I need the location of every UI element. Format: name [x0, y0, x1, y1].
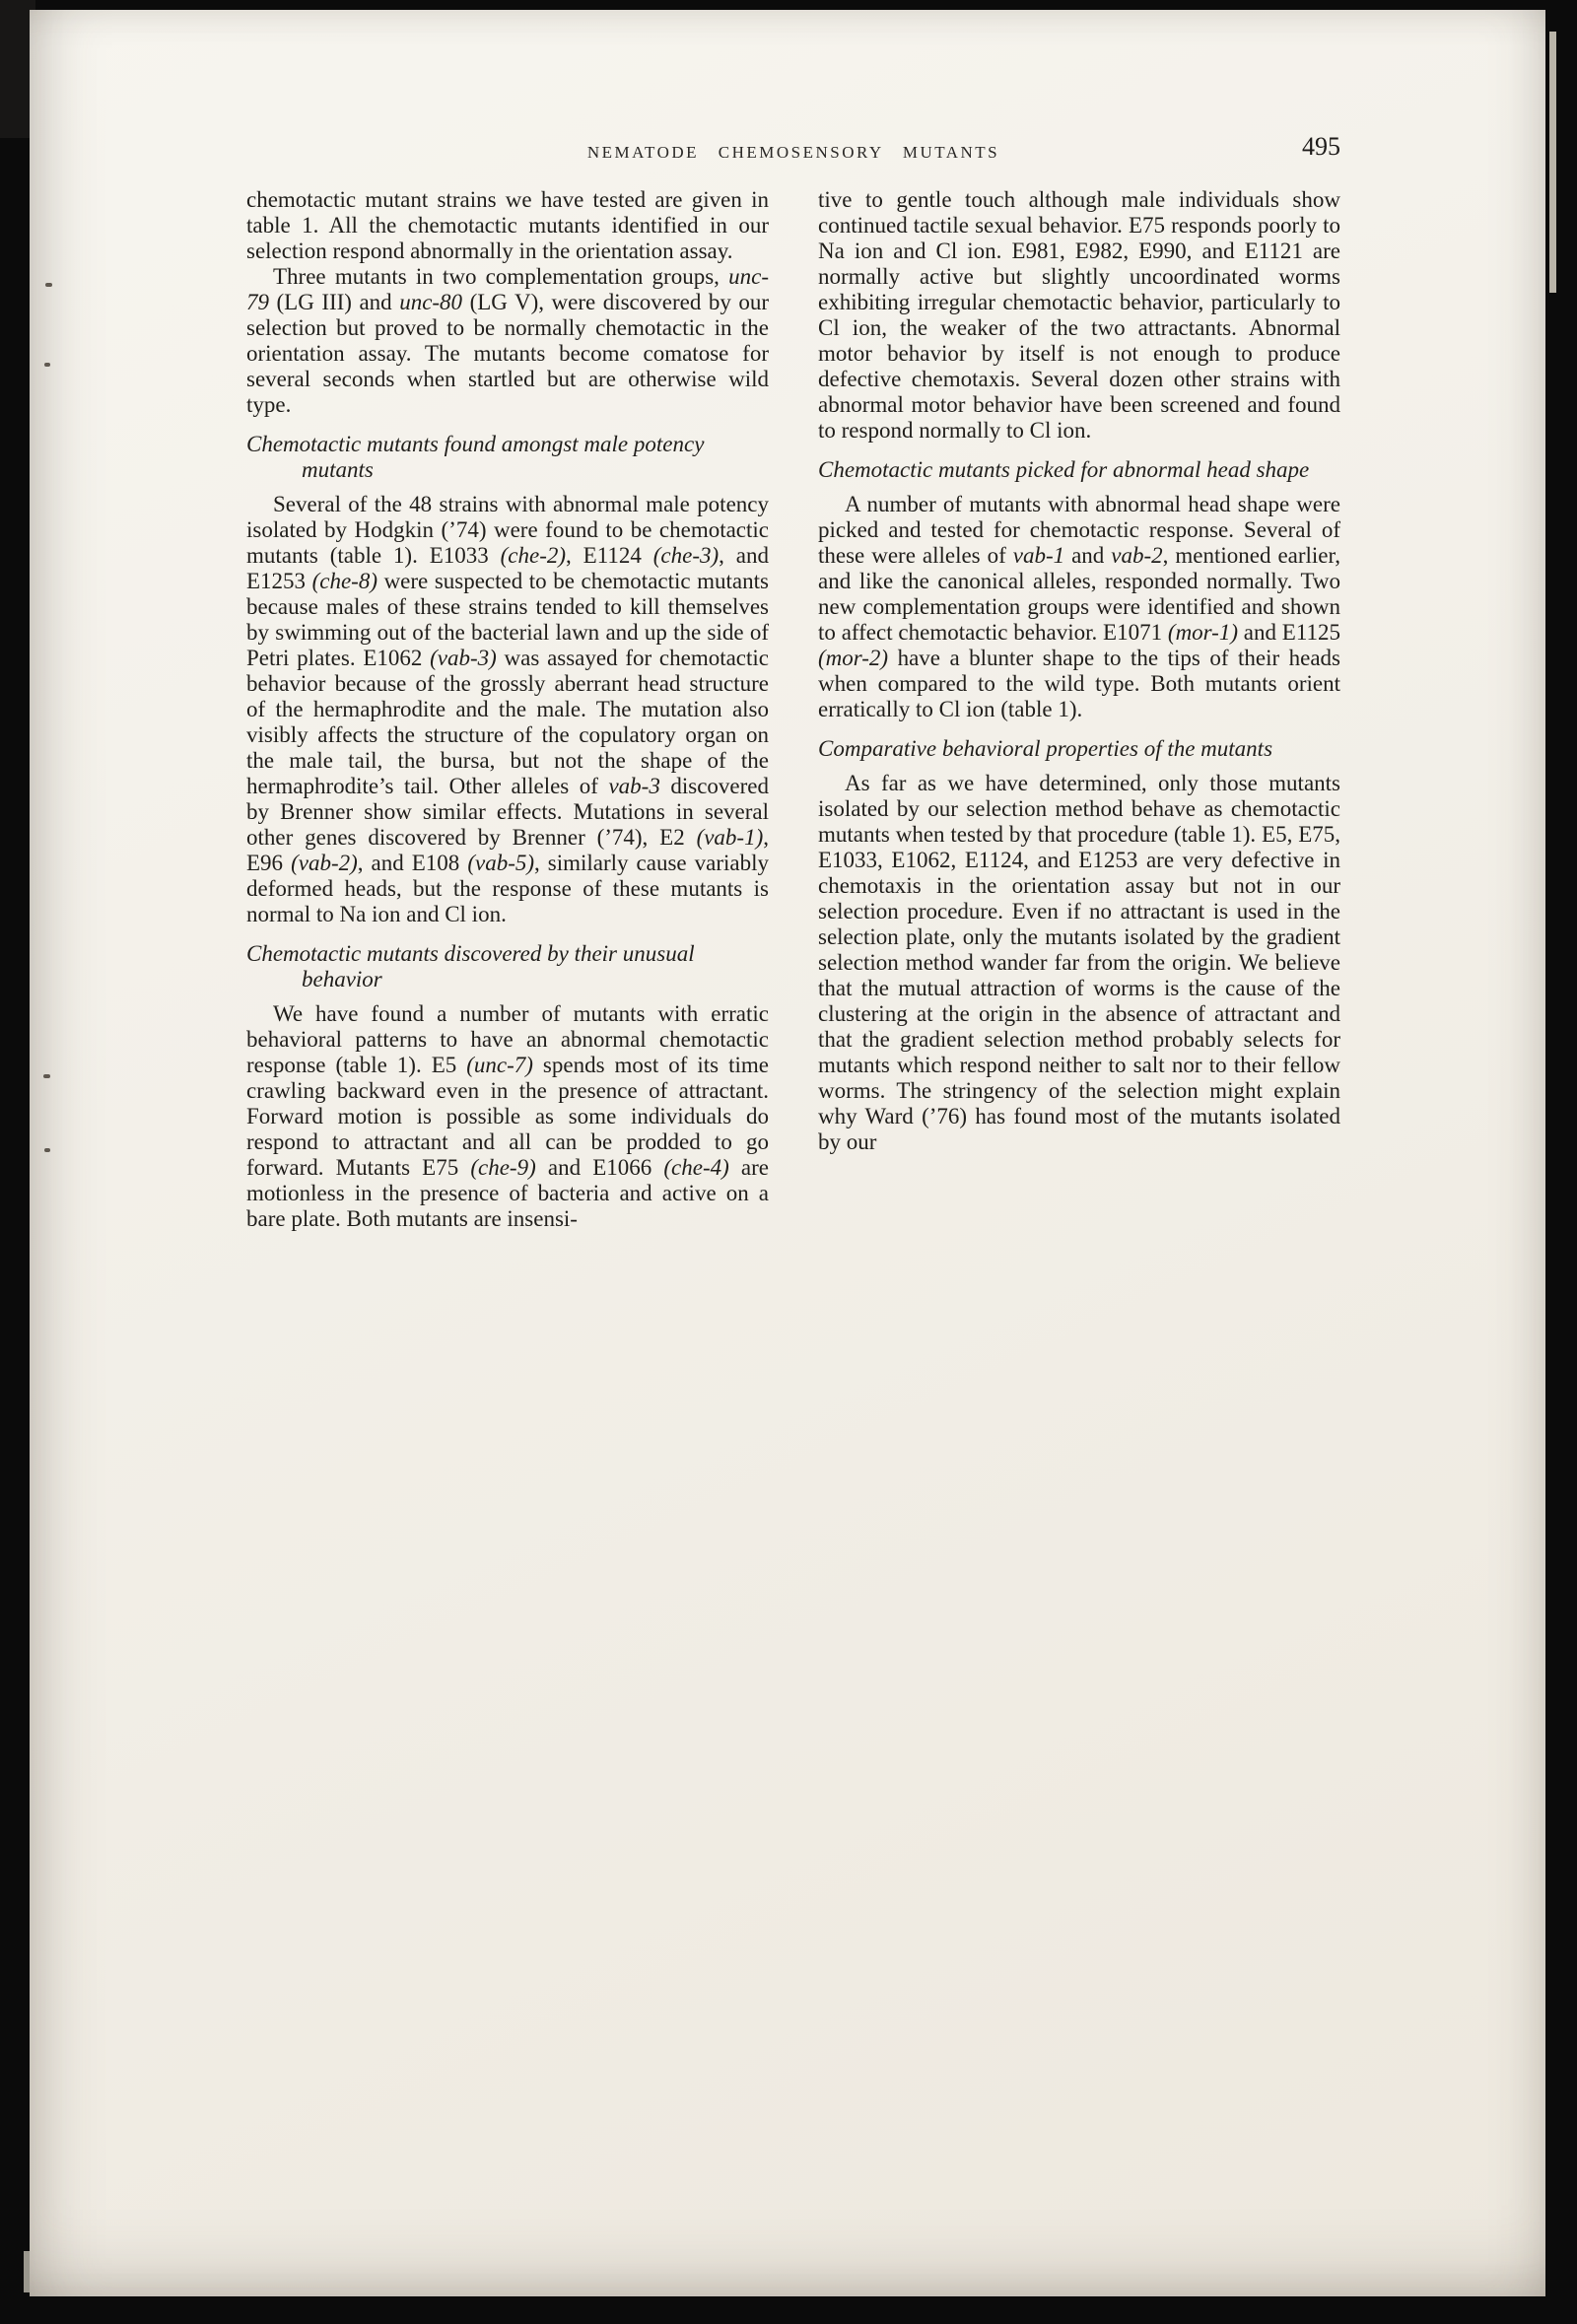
- gene-name: (vab-2): [291, 851, 358, 875]
- running-head-title: NEMATODE CHEMOSENSORY MUTANTS: [586, 143, 1000, 162]
- section-heading: [246, 432, 769, 483]
- column-right: [818, 187, 1340, 1232]
- text-block: [246, 132, 1340, 1232]
- text-segment: , similarly cause variably deformed heads, but the response of these mutants is normal to Na ion and Cl ion.: [246, 851, 770, 926]
- gene-name: (unc-7): [466, 1053, 533, 1077]
- paragraph: [818, 492, 1340, 722]
- gene-name: (vab-5): [467, 851, 535, 875]
- paragraph: [246, 492, 769, 927]
- page-number: 495: [1302, 132, 1340, 161]
- gene-name: vab-2: [1111, 543, 1163, 568]
- text-segment: Several of the 48 strains with abnormal male potency isolated by Hodgkin (’74) were found to be chemotactic mutants (table 1). E1033: [246, 492, 769, 568]
- text-segment: Chemotactic mutants found amongst male potency mutants: [246, 432, 705, 482]
- scan-artifact-speck: [43, 1074, 50, 1078]
- scan-artifact-speck: [44, 1148, 50, 1152]
- paragraph: [246, 187, 769, 264]
- text-segment: , and E1253: [246, 543, 769, 593]
- text-segment: Comparative behavioral properties of the mutants: [818, 736, 1273, 761]
- scan-artifact-speck: [45, 283, 52, 287]
- text-segment: was assayed for chemotactic behavior because of the grossly aberrant head structure of the hermaphrodite and the male. The mutation also visibly affects the structure of the copulatory organ on the male tail, the bursa, but not the shape of the hermaphrodite’s tail. Other alleles of: [246, 646, 770, 798]
- paragraph: [818, 187, 1340, 444]
- paragraph: [246, 1001, 769, 1232]
- text-segment: are motionless in the presence of bacteria and active on a bare plate. Both mutants are insensi-: [246, 1155, 769, 1231]
- gene-name: (mor-1): [1167, 620, 1238, 645]
- text-columns: [246, 187, 1340, 1232]
- scan-artifact-speck: [44, 363, 50, 367]
- gene-name: vab-1: [1012, 543, 1065, 568]
- text-segment: We have found a number of mutants with erratic behavioral patterns to have an abnormal chemotactic response (table 1). E5: [246, 1001, 769, 1077]
- running-head: [246, 132, 1340, 171]
- text-segment: and E1066: [535, 1155, 664, 1180]
- text-segment: have a blunter shape to the tips of their heads when compared to the wild type. Both mutants orient erratically to Cl ion (table 1).: [818, 646, 1340, 721]
- text-segment: and: [1064, 543, 1112, 568]
- gene-name: (vab-1): [696, 825, 764, 850]
- text-segment: (LG V), were discovered by our selection but proved to be normally chemotactic in the orientation assay. The mutants become comatose for several seconds when startled but are otherwise wild type.: [246, 290, 769, 417]
- text-segment: , E96: [246, 825, 769, 875]
- text-segment: were suspected to be chemotactic mutants because males of these strains tended to kill themselves by swimming out of the bacterial lawn and up the side of Petri plates. E1062: [246, 569, 769, 670]
- text-segment: Three mutants in two complementation groups,: [273, 264, 729, 289]
- text-segment: Chemotactic mutants discovered by their unusual behavior: [246, 941, 695, 991]
- text-segment: discovered by Brenner show similar effects. Mutations in several other genes discovered by Brenner (’74), E2: [246, 774, 769, 850]
- gene-name: (che-9): [470, 1155, 536, 1180]
- gene-name: unc-80: [399, 290, 463, 314]
- journal-page: [30, 10, 1545, 2296]
- text-segment: tive to gentle touch although male individuals show continued tactile sexual behavior. E75 responds poorly to Na ion and Cl ion. E981, E982, E990, and E1121 are normally active but slightly uncoordinated worms exhibiting irregular chemotactic behavior, particularly to Cl ion, the weaker of the two attractants. Abnormal motor behavior by itself is not enough to produce defective chemotaxis. Several dozen other strains with abnormal motor behavior have been screened and found to respond normally to Cl ion.: [818, 187, 1340, 443]
- gene-name: (vab-3): [430, 646, 497, 670]
- text-segment: , and E108: [357, 851, 468, 875]
- text-segment: (LG III) and: [269, 290, 400, 314]
- text-segment: chemotactic mutant strains we have tested are given in table 1. All the chemotactic mutants identified in our selection respond abnormally in the orientation assay.: [246, 187, 769, 263]
- gene-name: vab-3: [608, 774, 660, 798]
- section-heading: [818, 457, 1340, 483]
- paragraph: [246, 264, 769, 418]
- gene-name: (che-2): [500, 543, 567, 568]
- gene-name: (che-8): [311, 569, 378, 593]
- paragraph: [818, 771, 1340, 1155]
- gene-name: (che-3): [652, 543, 720, 568]
- gene-name: (che-4): [663, 1155, 729, 1180]
- text-segment: , mentioned earlier, and like the canonical alleles, responded normally. Two new complementation groups were identified and shown to affect chemotactic behavior. E1071: [818, 543, 1340, 645]
- text-segment: A number of mutants with abnormal head shape were picked and tested for chemotactic response. Several of these were alleles of: [818, 492, 1340, 568]
- text-segment: and E1125: [1237, 620, 1340, 645]
- text-segment: Chemotactic mutants picked for abnormal head shape: [818, 457, 1310, 482]
- section-heading: [246, 941, 769, 992]
- text-segment: spends most of its time crawling backward even in the presence of attractant. Forward motion is possible as some individuals do respond to attractant and all can be prodded to go forward. Mutants E75: [246, 1053, 769, 1180]
- column-left: [246, 187, 769, 1232]
- text-segment: As far as we have determined, only those mutants isolated by our selection method behave as chemotactic mutants when tested by that procedure (table 1). E5, E75, E1033, E1062, E1124, and E1253 are very defective in chemotaxis in the orientation assay but not in our selection procedure. Even if no attractant is used in the selection plate, only the mutants isolated by the gradient selection method wander far from the origin. We believe that the mutual attraction of worms is the cause of the clustering at the origin in the absence of attractant and that the gradient selection method probably selects for mutants which respond neither to salt nor to their fellow worms. The stringency of the selection might explain why Ward (’76) has found most of the mutants isolated by our: [818, 771, 1340, 1154]
- gene-name: (mor-2): [818, 646, 889, 670]
- underlying-page-edge-right: [1549, 32, 1556, 293]
- gene-name: unc-79: [246, 264, 769, 314]
- text-segment: , E1124: [566, 543, 653, 568]
- section-heading: [818, 736, 1340, 762]
